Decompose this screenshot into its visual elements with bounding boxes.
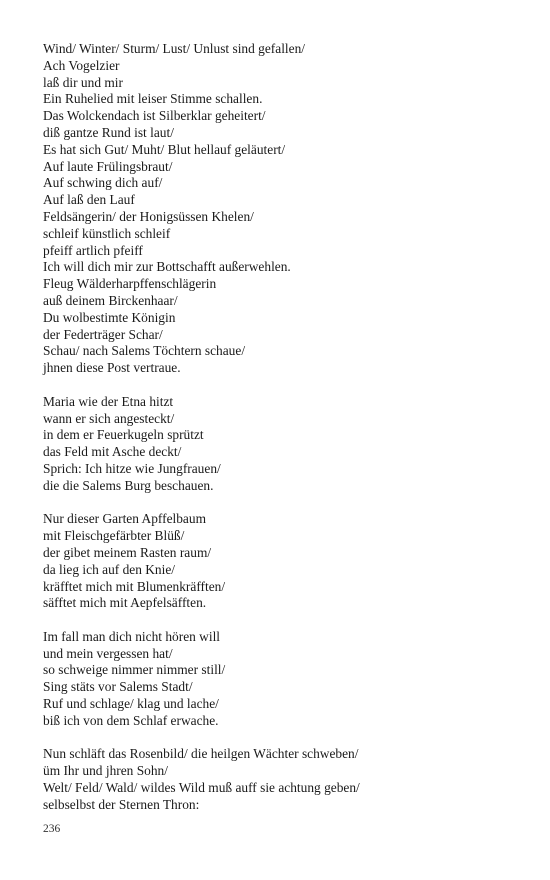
poem-line: Fleug Wälderharpffenschlägerin: [43, 276, 217, 292]
page-number: 236: [43, 823, 61, 835]
poem-line: biß ich von dem Schlaf erwache.: [43, 712, 219, 728]
poem-line: Maria wie der Etna hitzt: [43, 393, 174, 409]
stanza: [43, 511, 513, 612]
poem-line: der Federträger Schar/: [43, 326, 163, 342]
poem-line: Schau/ nach Salems Töchtern schaue/: [43, 343, 246, 359]
poem-line: mit Fleischgefärbter Blüß/: [43, 528, 185, 544]
poem-line: Nun schläft das Rosenbild/ die heilgen Wächter schweben/: [43, 746, 359, 762]
stanza: [43, 41, 513, 377]
poem-line: üm Ihr und jhren Sohn/: [43, 763, 168, 779]
poem-line: Welt/ Feld/ Wald/ wildes Wild muß auff sie achtung geben/: [43, 780, 360, 796]
poem-line: Du wolbestimte Königin: [43, 309, 176, 325]
poem-line: Das Wolckendach ist Silberklar geheitert/: [43, 108, 266, 124]
poem-line: Sing stäts vor Salems Stadt/: [43, 679, 193, 695]
poem-text: [43, 41, 513, 830]
poem-line: so schweige nimmer nimmer still/: [43, 662, 226, 678]
poem-line: Auf schwing dich auf/: [43, 175, 163, 191]
poem-line: der gibet meinem Rasten raum/: [43, 544, 212, 560]
stanza: [43, 629, 513, 730]
poem-line: selbselbst der Sternen Thron:: [43, 796, 200, 812]
poem-line: Es hat sich Gut/ Muht/ Blut hellauf geläutert/: [43, 141, 286, 157]
poem-line: Ruf und schlage/ klag und lache/: [43, 696, 219, 712]
poem-line: laß dir und mir: [43, 74, 123, 90]
poem-line: säfftet mich mit Aepfelsäfften.: [43, 595, 207, 611]
poem-line: Nur dieser Garten Apffelbaum: [43, 511, 206, 527]
poem-line: Ach Vogelzier: [43, 57, 120, 73]
poem-line: Auf laß den Lauf: [43, 192, 135, 208]
poem-line: jhnen diese Post vertraue.: [43, 360, 181, 376]
poem-line: Ich will dich mir zur Bottschafft außerwehlen.: [43, 259, 291, 275]
stanza: [43, 746, 513, 813]
stanza: [43, 394, 513, 495]
poem-line: Feldsängerin/ der Honigsüssen Khelen/: [43, 208, 254, 224]
poem-line: Wind/ Winter/ Sturm/ Lust/ Unlust sind gefallen/: [43, 41, 305, 56]
poem-line: die die Salems Burg beschauen.: [43, 477, 214, 493]
poem-line: das Feld mit Asche deckt/: [43, 444, 182, 460]
poem-line: kräfftet mich mit Blumenkräfften/: [43, 578, 226, 594]
poem-line: schleif künstlich schleif: [43, 225, 171, 241]
poem-line: da lieg ich auf den Knie/: [43, 561, 175, 577]
poem-line: wann er sich angesteckt/: [43, 410, 175, 426]
poem-line: Auf laute Frülingsbraut/: [43, 158, 173, 174]
poem-line: Sprich: Ich hitze wie Jungfrauen/: [43, 460, 221, 476]
poem-line: und mein vergessen hat/: [43, 645, 173, 661]
poem-line: auß deinem Birckenhaar/: [43, 292, 178, 308]
poem-line: pfeiff artlich pfeiff: [43, 242, 143, 258]
poem-line: Ein Ruhelied mit leiser Stimme schallen.: [43, 91, 263, 107]
poem-line: diß gantze Rund ist laut/: [43, 124, 174, 140]
poem-line: Im fall man dich nicht hören will: [43, 628, 221, 644]
poem-line: in dem er Feuerkugeln sprützt: [43, 427, 204, 443]
